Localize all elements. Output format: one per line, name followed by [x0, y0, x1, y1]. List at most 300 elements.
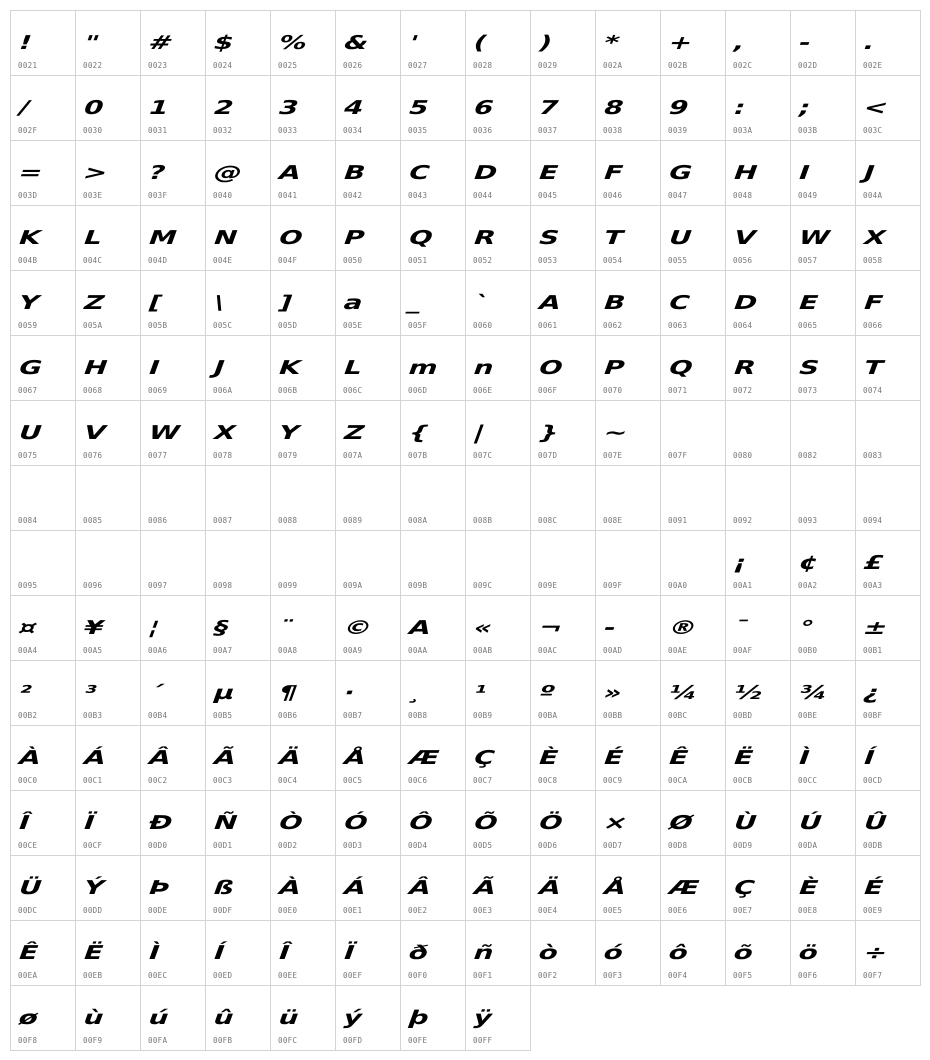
- glyph-cell[interactable]: [660, 335, 726, 401]
- glyph-cell[interactable]: [270, 10, 336, 76]
- glyph-cell[interactable]: [465, 205, 531, 271]
- glyph-cell[interactable]: [400, 790, 466, 856]
- glyph-cell[interactable]: [205, 660, 271, 726]
- glyph-cell[interactable]: [140, 335, 206, 401]
- glyph-cell[interactable]: [140, 595, 206, 661]
- glyph-cell[interactable]: [335, 725, 401, 791]
- glyph-cell[interactable]: [660, 400, 726, 466]
- glyph-code: 0083: [863, 451, 883, 460]
- glyph-cell[interactable]: [530, 400, 596, 466]
- glyph-cell[interactable]: [140, 660, 206, 726]
- glyph-code: 0056: [733, 256, 753, 265]
- glyph-cell[interactable]: [465, 465, 531, 531]
- glyph-cell[interactable]: [465, 920, 531, 986]
- glyph-cell[interactable]: [855, 335, 921, 401]
- glyph-cell[interactable]: [660, 595, 726, 661]
- glyph-cell[interactable]: [75, 465, 141, 531]
- glyph-grid: [10, 10, 920, 1050]
- glyph-cell[interactable]: [595, 595, 661, 661]
- glyph-cell[interactable]: [205, 855, 271, 921]
- glyph-cell[interactable]: [530, 530, 596, 596]
- glyph-cell[interactable]: [530, 75, 596, 141]
- glyph-cell[interactable]: [465, 75, 531, 141]
- glyph-cell[interactable]: [725, 660, 791, 726]
- glyph-cell[interactable]: [660, 140, 726, 206]
- glyph-cell[interactable]: [335, 985, 401, 1051]
- glyph-char: À: [15, 747, 45, 769]
- glyph-cell[interactable]: [660, 270, 726, 336]
- glyph-cell[interactable]: [75, 10, 141, 76]
- glyph-cell[interactable]: [530, 920, 596, 986]
- glyph-cell[interactable]: [855, 660, 921, 726]
- glyph-cell[interactable]: [725, 595, 791, 661]
- glyph-code: 00E7: [733, 906, 753, 915]
- glyph-cell[interactable]: [595, 140, 661, 206]
- glyph-cell[interactable]: [400, 10, 466, 76]
- glyph-cell[interactable]: [140, 920, 206, 986]
- glyph-cell[interactable]: [790, 595, 856, 661]
- glyph-cell[interactable]: [465, 400, 531, 466]
- glyph-cell[interactable]: [530, 725, 596, 791]
- glyph-cell[interactable]: [790, 270, 856, 336]
- glyph-cell[interactable]: [400, 855, 466, 921]
- glyph-cell[interactable]: [10, 270, 76, 336]
- glyph-cell[interactable]: [595, 10, 661, 76]
- glyph-cell[interactable]: [725, 10, 791, 76]
- glyph-code: 0093: [798, 516, 818, 525]
- glyph-code: 007F: [668, 451, 688, 460]
- glyph-cell[interactable]: [530, 205, 596, 271]
- glyph-cell[interactable]: [530, 855, 596, 921]
- glyph-cell[interactable]: [530, 595, 596, 661]
- glyph-cell[interactable]: [465, 985, 531, 1051]
- glyph-cell[interactable]: [660, 530, 726, 596]
- glyph-cell[interactable]: [855, 855, 921, 921]
- glyph-char: Á: [80, 747, 110, 769]
- glyph-cell[interactable]: [595, 920, 661, 986]
- glyph-cell[interactable]: [10, 400, 76, 466]
- glyph-code: 006C: [343, 386, 363, 395]
- glyph-cell[interactable]: [270, 660, 336, 726]
- glyph-code: 00F5: [733, 971, 753, 980]
- glyph-cell[interactable]: [790, 75, 856, 141]
- glyph-cell[interactable]: [10, 985, 76, 1051]
- glyph-cell[interactable]: [270, 140, 336, 206]
- glyph-cell[interactable]: [855, 75, 921, 141]
- glyph-cell[interactable]: [530, 790, 596, 856]
- glyph-char: Ï: [340, 942, 359, 964]
- glyph-cell[interactable]: [660, 855, 726, 921]
- glyph-cell[interactable]: [270, 205, 336, 271]
- glyph-char: #: [145, 32, 177, 54]
- glyph-char: -: [600, 617, 620, 639]
- glyph-cell[interactable]: [465, 595, 531, 661]
- glyph-cell[interactable]: [790, 205, 856, 271]
- glyph-code: 0064: [733, 321, 753, 330]
- glyph-code: 00D8: [668, 841, 688, 850]
- glyph-cell[interactable]: [205, 985, 271, 1051]
- glyph-cell[interactable]: [75, 920, 141, 986]
- glyph-cell[interactable]: [400, 530, 466, 596]
- glyph-cell[interactable]: [270, 985, 336, 1051]
- glyph-cell[interactable]: [335, 855, 401, 921]
- glyph-cell[interactable]: [75, 595, 141, 661]
- glyph-cell[interactable]: [75, 985, 141, 1051]
- glyph-cell[interactable]: [205, 465, 271, 531]
- glyph-cell[interactable]: [725, 335, 791, 401]
- glyph-cell[interactable]: [595, 530, 661, 596]
- glyph-char: Â: [405, 877, 435, 899]
- glyph-cell[interactable]: [465, 855, 531, 921]
- glyph-code: 00D9: [733, 841, 753, 850]
- glyph-cell[interactable]: [855, 530, 921, 596]
- glyph-cell[interactable]: [725, 920, 791, 986]
- glyph-cell[interactable]: [205, 335, 271, 401]
- glyph-code: 00A7: [213, 646, 233, 655]
- glyph-cell[interactable]: [725, 790, 791, 856]
- glyph-cell[interactable]: [335, 10, 401, 76]
- glyph-cell[interactable]: [660, 660, 726, 726]
- glyph-char: È: [535, 747, 562, 769]
- glyph-cell[interactable]: [725, 725, 791, 791]
- glyph-cell[interactable]: [725, 530, 791, 596]
- glyph-cell[interactable]: [595, 205, 661, 271]
- glyph-cell[interactable]: [400, 75, 466, 141]
- glyph-char: W: [795, 227, 834, 249]
- glyph-code: 006E: [473, 386, 493, 395]
- glyph-cell[interactable]: [140, 985, 206, 1051]
- glyph-cell[interactable]: [10, 335, 76, 401]
- glyph-cell[interactable]: [270, 335, 336, 401]
- glyph-cell[interactable]: [335, 465, 401, 531]
- glyph-cell[interactable]: [335, 270, 401, 336]
- glyph-cell[interactable]: [10, 920, 76, 986]
- glyph-cell[interactable]: [595, 465, 661, 531]
- glyph-cell[interactable]: [530, 270, 596, 336]
- glyph-cell[interactable]: [855, 725, 921, 791]
- glyph-cell[interactable]: [530, 660, 596, 726]
- glyph-cell[interactable]: [75, 270, 141, 336]
- glyph-cell[interactable]: [725, 140, 791, 206]
- glyph-cell[interactable]: [335, 140, 401, 206]
- glyph-cell[interactable]: [400, 270, 466, 336]
- glyph-cell[interactable]: [400, 985, 466, 1051]
- glyph-code: 00B8: [408, 711, 428, 720]
- glyph-cell[interactable]: [10, 725, 76, 791]
- glyph-cell[interactable]: [790, 530, 856, 596]
- glyph-char: !: [15, 32, 36, 54]
- glyph-code: 00ED: [213, 971, 233, 980]
- glyph-cell[interactable]: [595, 270, 661, 336]
- glyph-char: É: [860, 877, 887, 899]
- glyph-cell[interactable]: [790, 140, 856, 206]
- glyph-code: 00FA: [148, 1036, 168, 1045]
- glyph-cell[interactable]: [595, 75, 661, 141]
- glyph-cell[interactable]: [75, 205, 141, 271]
- glyph-cell[interactable]: [660, 75, 726, 141]
- glyph-cell[interactable]: [660, 725, 726, 791]
- glyph-cell[interactable]: [400, 595, 466, 661]
- glyph-code: 003B: [798, 126, 818, 135]
- glyph-cell[interactable]: [335, 790, 401, 856]
- glyph-code: 00F8: [18, 1036, 38, 1045]
- glyph-cell[interactable]: [725, 855, 791, 921]
- glyph-cell[interactable]: [10, 10, 76, 76]
- glyph-cell[interactable]: [75, 140, 141, 206]
- glyph-cell[interactable]: [790, 660, 856, 726]
- glyph-cell[interactable]: [205, 595, 271, 661]
- glyph-cell[interactable]: [140, 270, 206, 336]
- glyph-char: C: [665, 292, 694, 314]
- glyph-cell[interactable]: [530, 140, 596, 206]
- glyph-cell[interactable]: [140, 205, 206, 271]
- glyph-cell[interactable]: [335, 660, 401, 726]
- glyph-cell[interactable]: [10, 530, 76, 596]
- glyph-char: K: [15, 227, 45, 249]
- glyph-cell[interactable]: [400, 140, 466, 206]
- glyph-cell[interactable]: [855, 270, 921, 336]
- glyph-cell[interactable]: [335, 205, 401, 271]
- glyph-char: X: [210, 422, 240, 444]
- glyph-cell[interactable]: [205, 725, 271, 791]
- glyph-cell[interactable]: [660, 920, 726, 986]
- glyph-cell[interactable]: [140, 400, 206, 466]
- glyph-char: À: [275, 877, 305, 899]
- glyph-cell[interactable]: [595, 335, 661, 401]
- glyph-code: 0054: [603, 256, 623, 265]
- glyph-code: 0097: [148, 581, 168, 590]
- glyph-cell[interactable]: [140, 465, 206, 531]
- glyph-cell[interactable]: [660, 465, 726, 531]
- glyph-char: ;: [795, 97, 815, 119]
- glyph-cell[interactable]: [205, 140, 271, 206]
- glyph-cell[interactable]: [10, 205, 76, 271]
- glyph-cell[interactable]: [465, 140, 531, 206]
- glyph-cell[interactable]: [790, 465, 856, 531]
- glyph-cell[interactable]: [790, 855, 856, 921]
- glyph-cell[interactable]: [205, 790, 271, 856]
- glyph-cell[interactable]: [465, 660, 531, 726]
- glyph-code: 0036: [473, 126, 493, 135]
- glyph-cell[interactable]: [75, 725, 141, 791]
- glyph-cell[interactable]: [270, 400, 336, 466]
- glyph-char: S: [535, 227, 563, 249]
- glyph-cell[interactable]: [465, 530, 531, 596]
- glyph-cell[interactable]: [75, 790, 141, 856]
- glyph-code: 0068: [83, 386, 103, 395]
- glyph-cell[interactable]: [205, 205, 271, 271]
- glyph-cell[interactable]: [75, 400, 141, 466]
- glyph-cell[interactable]: [205, 10, 271, 76]
- glyph-cell[interactable]: [790, 400, 856, 466]
- glyph-cell[interactable]: [400, 400, 466, 466]
- glyph-cell[interactable]: [335, 595, 401, 661]
- glyph-char: ¸: [405, 682, 427, 704]
- glyph-cell[interactable]: [465, 270, 531, 336]
- glyph-cell[interactable]: [595, 725, 661, 791]
- glyph-cell[interactable]: [140, 75, 206, 141]
- glyph-code: 007C: [473, 451, 493, 460]
- glyph-char: I: [145, 357, 164, 379]
- glyph-cell[interactable]: [140, 855, 206, 921]
- glyph-cell[interactable]: [270, 75, 336, 141]
- glyph-cell[interactable]: [75, 660, 141, 726]
- glyph-char: U: [15, 422, 46, 444]
- glyph-code: 003F: [148, 191, 168, 200]
- glyph-cell[interactable]: [270, 465, 336, 531]
- glyph-cell[interactable]: [530, 10, 596, 76]
- glyph-code: 00D1: [213, 841, 233, 850]
- glyph-cell[interactable]: [140, 140, 206, 206]
- glyph-cell[interactable]: [530, 335, 596, 401]
- glyph-cell[interactable]: [140, 530, 206, 596]
- glyph-cell[interactable]: [465, 725, 531, 791]
- glyph-char: ü: [275, 1007, 303, 1029]
- glyph-code: 00EC: [148, 971, 168, 980]
- glyph-code: 0072: [733, 386, 753, 395]
- glyph-char: Ù: [730, 812, 761, 834]
- glyph-cell[interactable]: [725, 400, 791, 466]
- glyph-cell[interactable]: [855, 595, 921, 661]
- glyph-cell[interactable]: [270, 270, 336, 336]
- glyph-cell[interactable]: [75, 75, 141, 141]
- glyph-cell[interactable]: [595, 855, 661, 921]
- glyph-cell[interactable]: [140, 790, 206, 856]
- glyph-cell[interactable]: [335, 400, 401, 466]
- glyph-cell[interactable]: [660, 790, 726, 856]
- glyph-char: [: [145, 292, 166, 314]
- glyph-cell[interactable]: [595, 790, 661, 856]
- glyph-cell[interactable]: [855, 10, 921, 76]
- glyph-cell[interactable]: [465, 790, 531, 856]
- glyph-cell[interactable]: [595, 660, 661, 726]
- glyph-cell[interactable]: [790, 920, 856, 986]
- glyph-char: ó: [600, 942, 627, 964]
- glyph-cell[interactable]: [725, 75, 791, 141]
- glyph-cell[interactable]: [10, 465, 76, 531]
- glyph-char: R: [730, 357, 760, 379]
- glyph-code: 00A3: [863, 581, 883, 590]
- glyph-char: +: [665, 32, 697, 54]
- glyph-cell[interactable]: [140, 10, 206, 76]
- glyph-cell[interactable]: [400, 725, 466, 791]
- glyph-char: 4: [340, 97, 368, 119]
- glyph-cell[interactable]: [270, 855, 336, 921]
- glyph-cell[interactable]: [660, 205, 726, 271]
- glyph-cell[interactable]: [465, 335, 531, 401]
- glyph-cell[interactable]: [400, 660, 466, 726]
- glyph-cell[interactable]: [10, 75, 76, 141]
- glyph-cell[interactable]: [595, 400, 661, 466]
- glyph-char: >: [80, 162, 112, 184]
- glyph-code: 002F: [18, 126, 38, 135]
- glyph-char: H: [80, 357, 112, 379]
- glyph-code: 0074: [863, 386, 883, 395]
- glyph-cell[interactable]: [10, 595, 76, 661]
- glyph-cell[interactable]: [790, 790, 856, 856]
- glyph-code: 00E5: [603, 906, 623, 915]
- glyph-cell[interactable]: [335, 530, 401, 596]
- glyph-code: 0089: [343, 516, 363, 525]
- glyph-cell[interactable]: [270, 595, 336, 661]
- glyph-cell[interactable]: [205, 270, 271, 336]
- glyph-cell[interactable]: [140, 725, 206, 791]
- glyph-code: 0052: [473, 256, 493, 265]
- glyph-code: 007D: [538, 451, 558, 460]
- glyph-cell[interactable]: [335, 920, 401, 986]
- glyph-code: 00AB: [473, 646, 493, 655]
- glyph-code: 003E: [83, 191, 103, 200]
- glyph-code: 0034: [343, 126, 363, 135]
- glyph-cell[interactable]: [790, 10, 856, 76]
- glyph-cell[interactable]: [205, 75, 271, 141]
- glyph-code: 0098: [213, 581, 233, 590]
- glyph-cell[interactable]: [270, 725, 336, 791]
- glyph-code: 00CB: [733, 776, 753, 785]
- glyph-cell[interactable]: [205, 920, 271, 986]
- glyph-cell[interactable]: [270, 530, 336, 596]
- glyph-code: 003A: [733, 126, 753, 135]
- glyph-cell[interactable]: [530, 465, 596, 531]
- glyph-cell[interactable]: [725, 205, 791, 271]
- glyph-cell[interactable]: [790, 725, 856, 791]
- glyph-code: 002A: [603, 61, 623, 70]
- glyph-cell[interactable]: [790, 335, 856, 401]
- glyph-cell[interactable]: [400, 465, 466, 531]
- glyph-cell[interactable]: [855, 205, 921, 271]
- glyph-char: ö: [795, 942, 822, 964]
- glyph-cell[interactable]: [270, 790, 336, 856]
- glyph-cell[interactable]: [465, 10, 531, 76]
- glyph-cell[interactable]: [400, 920, 466, 986]
- glyph-char: ß: [210, 877, 238, 899]
- glyph-cell[interactable]: [75, 530, 141, 596]
- glyph-code: 009C: [473, 581, 493, 590]
- glyph-cell[interactable]: [10, 790, 76, 856]
- glyph-cell[interactable]: [270, 920, 336, 986]
- glyph-cell[interactable]: [10, 855, 76, 921]
- glyph-cell[interactable]: [400, 205, 466, 271]
- glyph-char: \: [210, 292, 229, 314]
- glyph-cell[interactable]: [205, 530, 271, 596]
- glyph-cell[interactable]: [855, 400, 921, 466]
- glyph-code: 00E3: [473, 906, 493, 915]
- glyph-cell[interactable]: [10, 140, 76, 206]
- glyph-char: U: [665, 227, 696, 249]
- glyph-cell[interactable]: [855, 140, 921, 206]
- glyph-cell[interactable]: [855, 790, 921, 856]
- glyph-code: 00DF: [213, 906, 233, 915]
- glyph-cell[interactable]: [855, 920, 921, 986]
- glyph-cell[interactable]: [335, 335, 401, 401]
- glyph-cell[interactable]: [205, 400, 271, 466]
- glyph-cell[interactable]: [75, 335, 141, 401]
- glyph-code: 00E9: [863, 906, 883, 915]
- glyph-code: 0022: [83, 61, 103, 70]
- glyph-cell[interactable]: [660, 10, 726, 76]
- glyph-cell[interactable]: [10, 660, 76, 726]
- glyph-char: R: [470, 227, 500, 249]
- glyph-cell[interactable]: [725, 270, 791, 336]
- glyph-cell[interactable]: [335, 75, 401, 141]
- glyph-cell[interactable]: [855, 465, 921, 531]
- glyph-cell[interactable]: [400, 335, 466, 401]
- glyph-cell[interactable]: [75, 855, 141, 921]
- glyph-code: 0057: [798, 256, 818, 265]
- glyph-char: T: [860, 357, 887, 379]
- glyph-cell[interactable]: [725, 465, 791, 531]
- glyph-code: 00DE: [148, 906, 168, 915]
